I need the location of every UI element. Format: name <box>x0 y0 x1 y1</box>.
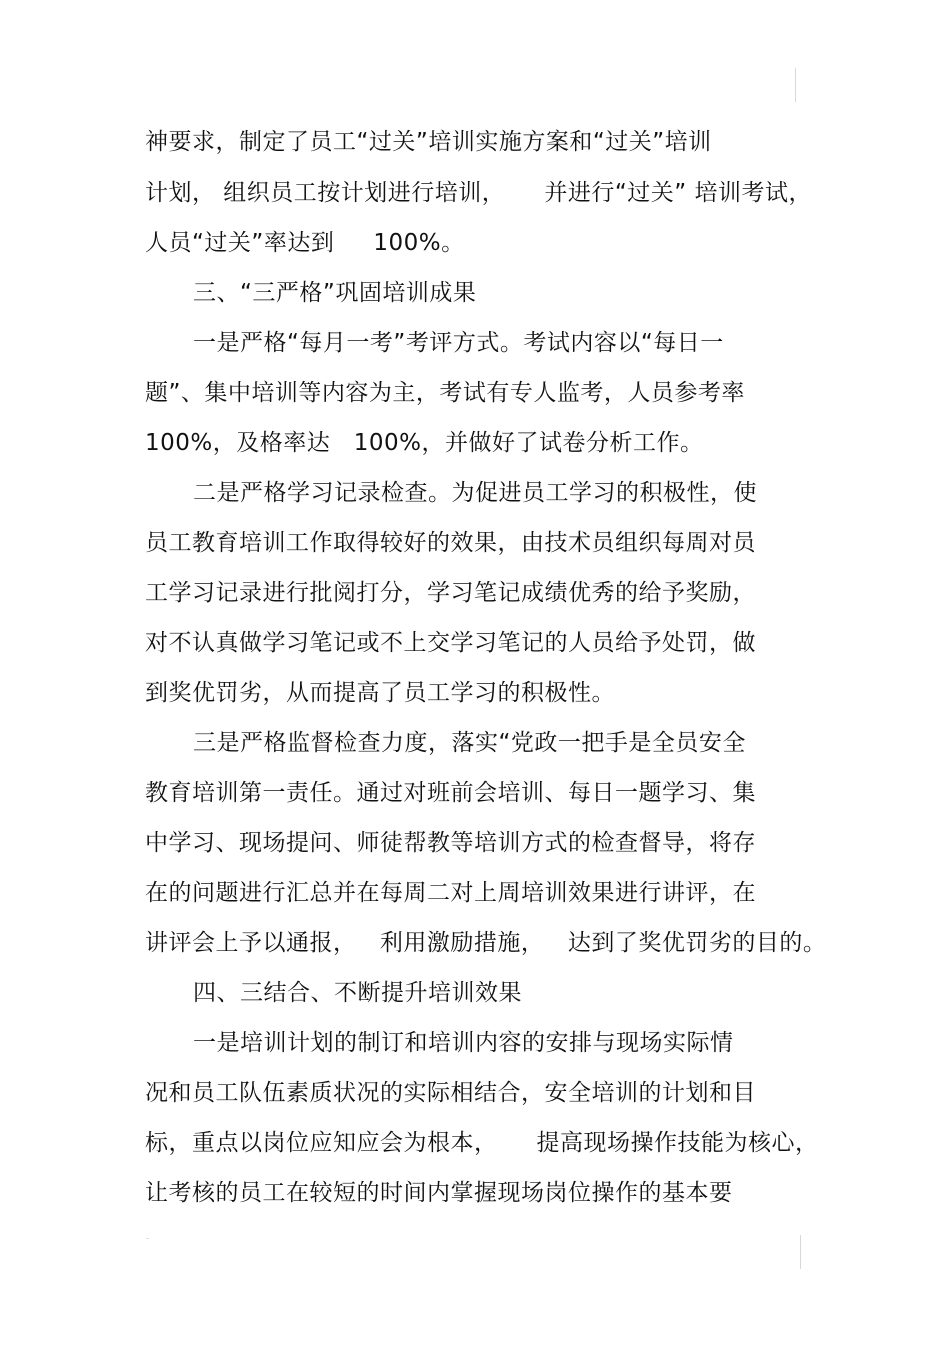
page-edge-mark-bottom <box>800 1235 801 1269</box>
text-line: 讲评会上予以通报， 利用激励措施， 达到了奖优罚劣的目的。 <box>145 930 827 956</box>
text-line: 中学习、现场提问、师徒帮教等培训方式的检查督导，将存 <box>145 830 756 856</box>
text-line: 况和员工队伍素质状况的实际相结合，安全培训的计划和目 <box>145 1080 756 1106</box>
text-line: 员工教育培训工作取得较好的效果，由技术员组织每周对员 <box>145 530 756 556</box>
text-line: 一是培训计划的制订和培训内容的安排与现场实际情 <box>193 1030 734 1056</box>
text-line: 工学习记录进行批阅打分，学习笔记成绩优秀的给予奖励， <box>145 580 756 606</box>
section-heading: 四、三结合、不断提升培训效果 <box>193 980 522 1006</box>
page-edge-mark-top <box>795 68 796 102</box>
text-line: 计划， 组织员工按计划进行培训， 并进行“过关” 培训考试， <box>145 180 813 206</box>
text-line: 在的问题进行汇总并在每周二对上周培训效果进行讲评，在 <box>145 880 756 906</box>
text-line: 让考核的员工在较短的时间内掌握现场岗位操作的基本要 <box>145 1180 733 1206</box>
text-line: 对不认真做学习笔记或不上交学习笔记的人员给予处罚，做 <box>145 630 756 656</box>
page-edge-mark-dot <box>146 1238 149 1239</box>
text-line: 教育培训第一责任。通过对班前会培训、每日一题学习、集 <box>145 780 756 806</box>
text-line: 100%，及格率达 100%，并做好了试卷分析工作。 <box>145 430 704 456</box>
text-line: 人员“过关”率达到 100%。 <box>145 230 465 256</box>
text-line: 神要求，制定了员工“过关”培训实施方案和“过关”培训 <box>145 129 712 155</box>
text-line: 到奖优罚劣，从而提高了员工学习的积极性。 <box>145 680 615 706</box>
text-line: 三是严格监督检查力度，落实“党政一把手是全员安全 <box>193 730 746 756</box>
section-heading: 三、“三严格”巩固培训成果 <box>193 280 477 306</box>
text-line: 二是严格学习记录检查。为促进员工学习的积极性，使 <box>193 480 757 506</box>
text-line: 一是严格“每月一考”考评方式。考试内容以“每日一 <box>193 330 724 356</box>
text-line: 标，重点以岗位应知应会为根本， 提高现场操作技能为核心， <box>145 1130 819 1156</box>
text-line: 题”、集中培训等内容为主，考试有专人监考，人员参考率 <box>145 380 745 406</box>
